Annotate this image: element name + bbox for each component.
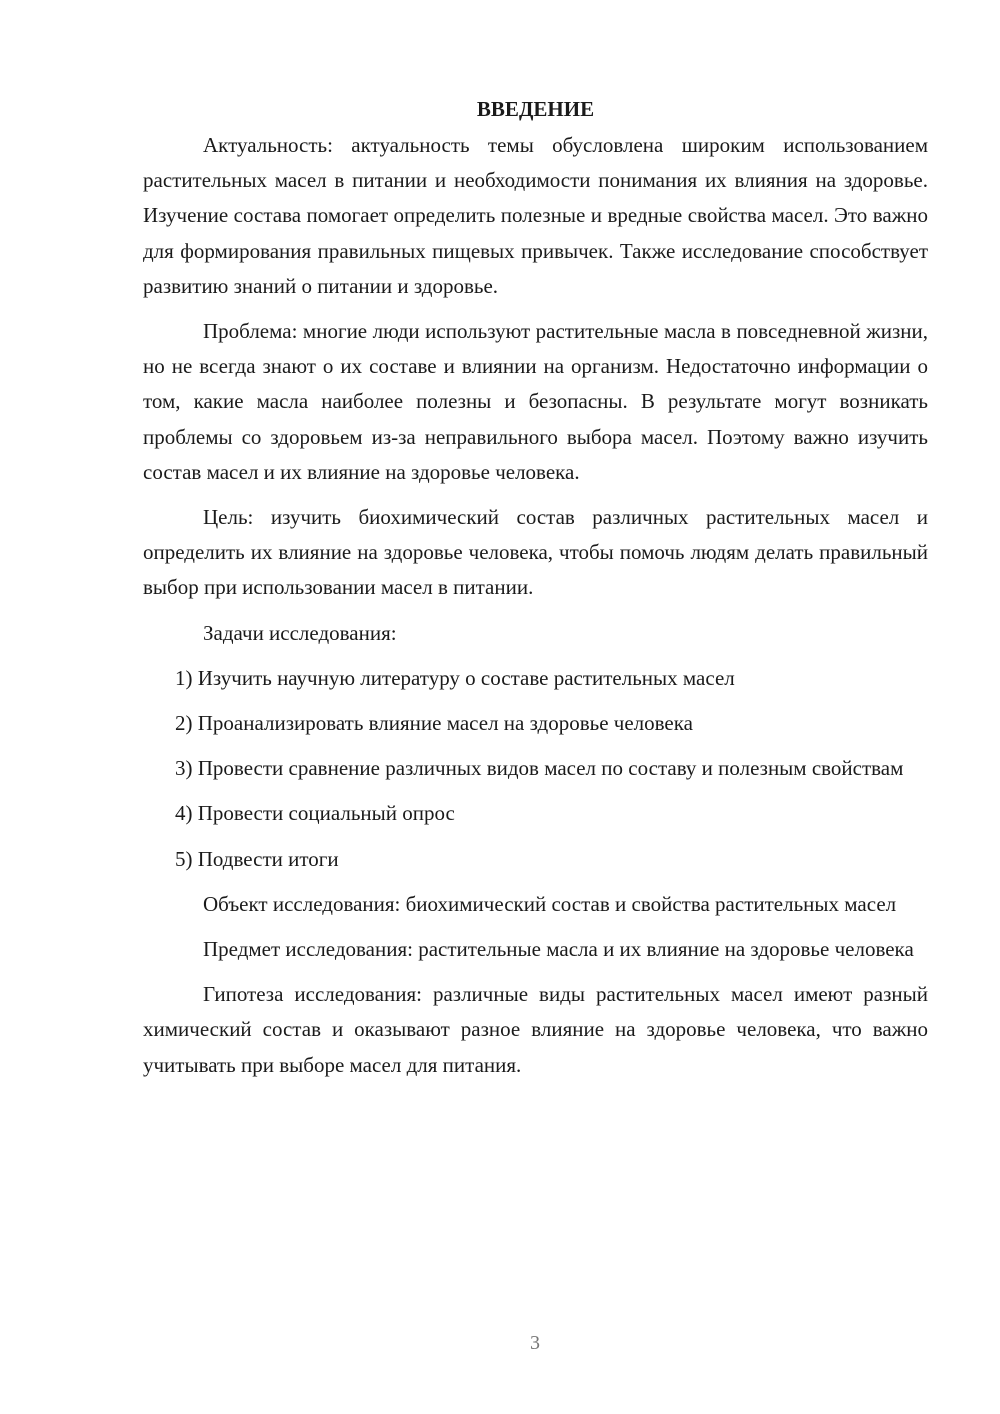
page-title: ВВЕДЕНИЕ xyxy=(476,97,595,121)
page-number: 3 xyxy=(530,1332,540,1354)
task-item-4: 4) Провести социальный опрос xyxy=(175,801,455,826)
task-item-3: 3) Провести сравнение различных видов масел по составу и полезным свойствам xyxy=(175,756,904,781)
paragraph-problem: Проблема: многие люди используют растительные масла в повседневной жизни, но не всегда знают о их составе и влиянии на организм. Недостаточно информации о том, какие масла наиболее полезны и безопасны. В результате могут возникать проблемы со здоровьем из-за неправильного выбора масел. Поэтому важно изучить состав масел и их влияние на здоровье человека. xyxy=(143,319,928,484)
task-item-5: 5) Подвести итоги xyxy=(175,846,339,871)
paragraph-object: Объект исследования: биохимический состав и свойства растительных масел xyxy=(203,891,897,916)
document-page xyxy=(143,92,928,1093)
paragraph-goal: Цель: изучить биохимический состав различных растительных масел и определить их влияние на здоровье человека, чтобы помочь людям делать правильный выбор при использовании масел в питании. xyxy=(143,505,928,600)
tasks-heading: Задачи исследования: xyxy=(203,620,397,645)
paragraph-hypothesis: Гипотеза исследования: различные виды растительных масел имеют разный химический состав и оказывают разное влияние на здоровье человека, что важно учитывать при выборе масел для питания. xyxy=(143,982,928,1077)
paragraph-subject: Предмет исследования: растительные масла и их влияние на здоровье человека xyxy=(203,937,914,962)
task-item-1: 1) Изучить научную литературу о составе растительных масел xyxy=(175,665,735,690)
task-item-2: 2) Проанализировать влияние масел на здоровье человека xyxy=(175,711,693,736)
paragraph-relevance: Актуальность: актуальность темы обусловлена широким использованием растительных масел в питании и необходимости понимания их влияния на здоровье. Изучение состава помогает определить полезные и вредные свойства масел. Это важно для формирования правильных пищевых привычек. Также исследование способствует развитию знаний о питании и здоровье. xyxy=(143,133,928,298)
